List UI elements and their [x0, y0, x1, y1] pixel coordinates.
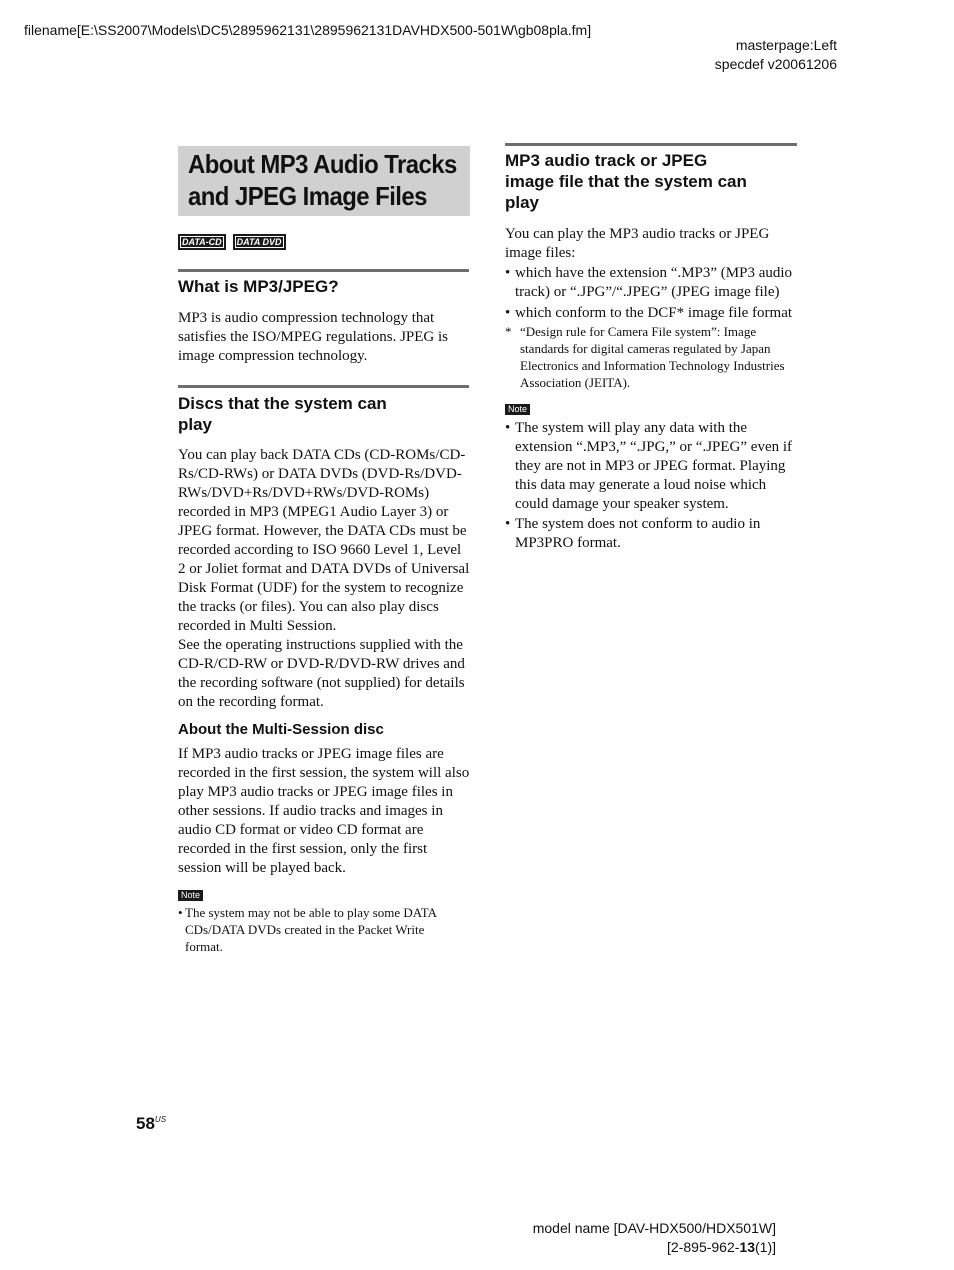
list-item: • The system will play any data with the extension “.MP3,” “.JPG,” or “.JPEG” even if they are not in MP3 or JPEG format. Playing this data may generate a loud noise which could damage your speaker system.: [505, 420, 793, 512]
filename-header: filename[E:\SS2007\Models\DC5\2895962131\2895962131DAVHDX500-501W\gb08pla.fm]: [24, 22, 592, 38]
multisession-note-list: [178, 904, 470, 955]
list-item: • The system does not conform to audio in MP3PRO format.: [505, 516, 761, 551]
multisession-text: If MP3 audio tracks or JPEG image files are recorded in the first session, the system will also play MP3 audio tracks or JPEG image files in other sessions. If audio tracks and images in audio CD format or video CD format are recorded in the first session, only the first session will be played back.: [178, 746, 470, 876]
footer-model-info: [533, 1219, 776, 1257]
discs-heading: Discs that the system can play: [178, 394, 387, 434]
specdef-label: specdef v20061206: [714, 56, 837, 72]
dcf-footnote: * “Design rule for Camera File system”: Image standards for digital cameras regulated by Japan Electronics and Information Technology Industries Association (JEITA).: [505, 324, 785, 390]
mp3-jpeg-intro: You can play the MP3 audio tracks or JPEG image files:: [505, 226, 770, 261]
footnote-mark: *: [505, 324, 512, 339]
data-dvd-badge: DATA DVD: [233, 234, 286, 250]
discs-text: You can play back DATA CDs (CD-ROMs/CD- Rs/CD-RWs) or DATA DVDs (DVD-Rs/DVD- RWs/DVD+Rs/DVD+RWs/DVD-ROMs) recorded in MP3 (MPEG1 Audio Layer 3) or JPEG format. However, the DATA CDs must be recorded according to ISO 9660 Level 1, Level 2 or Joliet format and DATA DVDs of Universal Disk Format (UDF) for the system to recognize the tracks (or files). You can also play discs recorded in Multi Session. See the operating instructions supplied with the CD-R/CD-RW or DVD-R/DVD-RW drives and the recording software (not supplied) for details on the recording format.: [178, 447, 470, 710]
page-number: $58^{US}$: [136, 1114, 167, 1133]
page-title-line-1: About MP3 Audio Tracks: [188, 149, 457, 179]
multisession-heading: About the Multi-Session disc: [178, 721, 384, 738]
list-item: • which have the extension “.MP3” (MP3 audio track) or “.JPG”/“.JPEG” (JPEG image file): [505, 265, 793, 300]
page-number-suffix: US: [154, 1115, 167, 1124]
model-name: model name [DAV-HDX500/HDX501W]: [532, 1220, 776, 1236]
page-title: [188, 148, 457, 212]
mp3-jpeg-heading: MP3 audio track or JPEG image file that the system can play: [505, 151, 747, 212]
part-code: [2-895-962-13(1)]: [667, 1239, 776, 1255]
page-title-line-2: and JPEG Image Files: [188, 181, 427, 211]
masterpage-label: masterpage:Left: [735, 37, 837, 53]
mp3-jpeg-bullets: [505, 264, 800, 323]
what-is-heading: What is MP3/JPEG?: [178, 277, 339, 296]
list-item: • which conform to the DCF* image file format: [505, 305, 793, 321]
page-title-box: [178, 146, 470, 216]
section-rule: [178, 269, 469, 272]
data-cd-badge: DATA-CD: [178, 234, 226, 250]
section-rule: [178, 385, 469, 388]
what-is-text: MP3 is audio compression technology that satisfies the ISO/MPEG regulations. JPEG is image compression technology.: [178, 310, 448, 364]
disc-type-badges: [178, 232, 293, 250]
note-label: Note: [505, 404, 530, 415]
list-item: • The system may not be able to play some DATA CDs/DATA DVDs created in the Packet Write format.: [178, 905, 438, 954]
masterpage-header: [715, 36, 837, 74]
mp3-jpeg-note-list: [505, 419, 800, 553]
section-rule: [505, 143, 797, 146]
note-label: Note: [178, 890, 203, 901]
